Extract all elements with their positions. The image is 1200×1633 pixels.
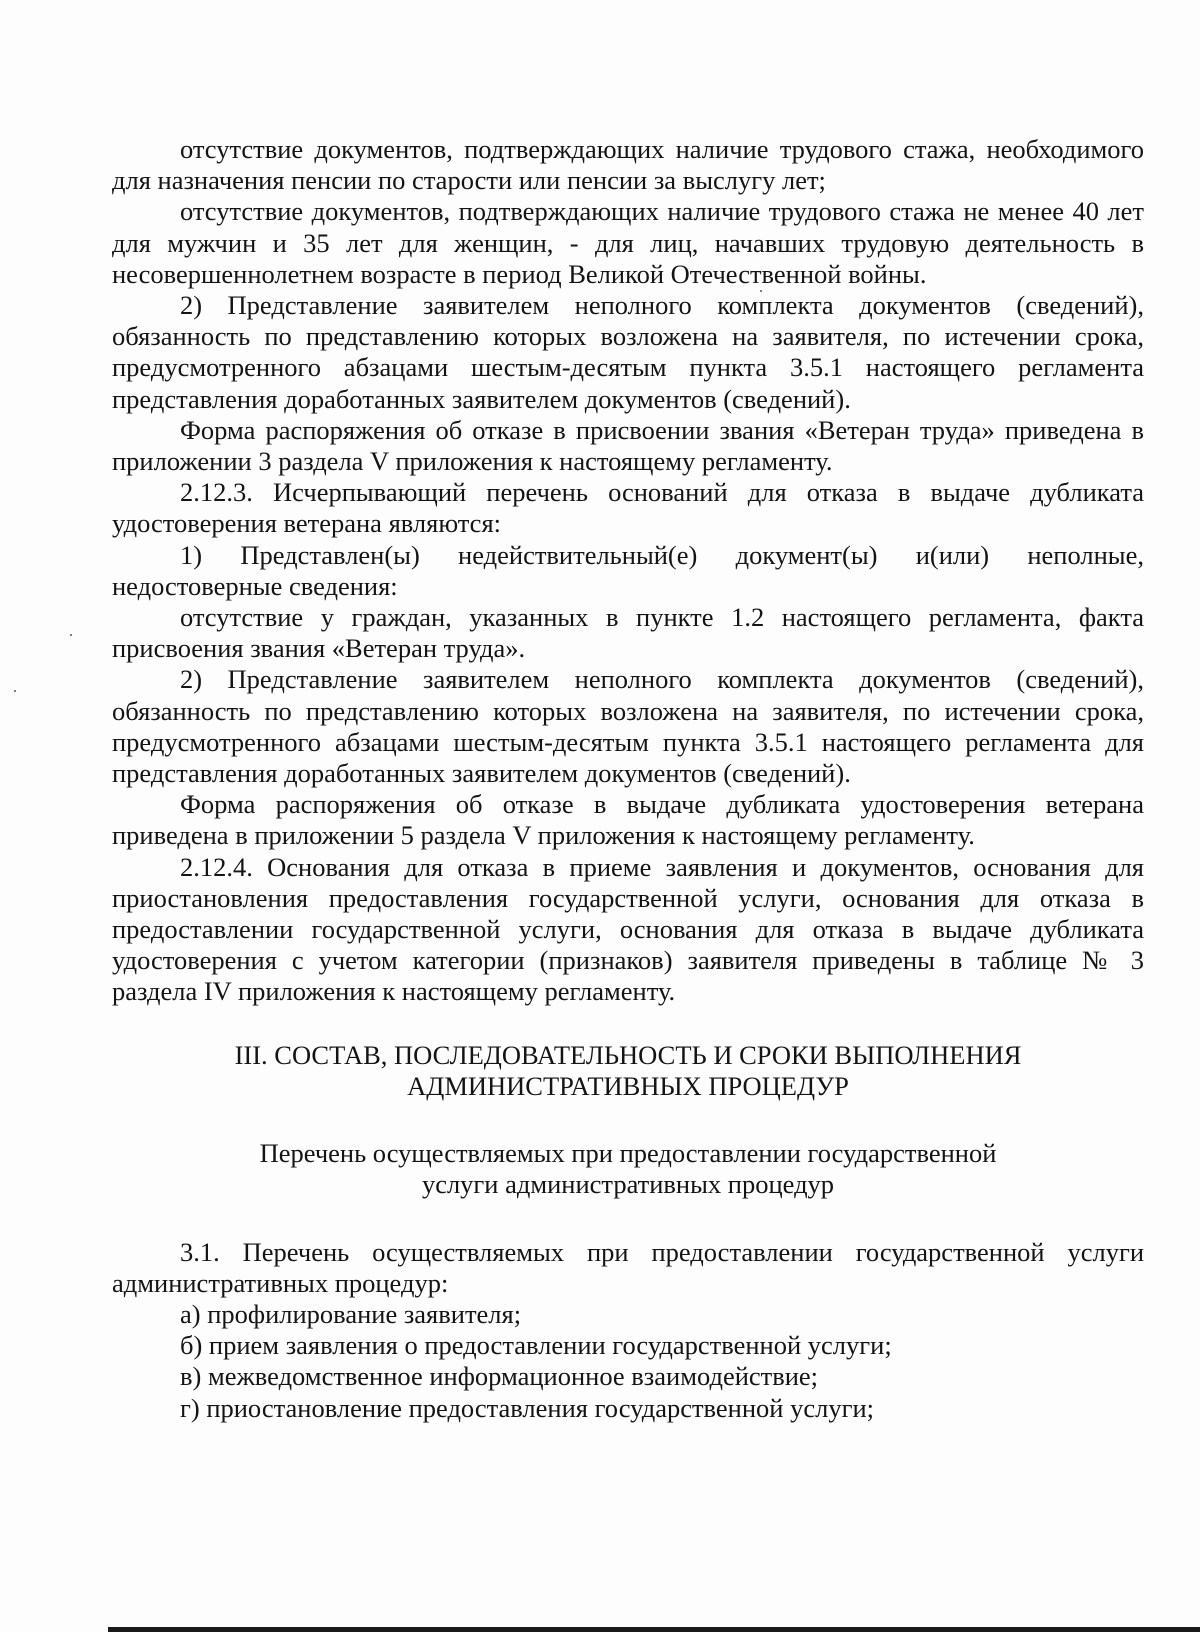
paragraph: 2) Представление заявителем неполного комплекта документов (сведений), обязанность по представлению которых возложена на заявителя, по истечении срока, предусмотренного абзацами шестым-десятым пункта 3.5.1 настоящего регламента представления доработанных заявителем документов (сведений). bbox=[112, 290, 1144, 414]
paragraph: 2.12.3. Исчерпывающий перечень оснований для отказа в выдаче дубликата удостоверения ветерана являются: bbox=[112, 477, 1144, 539]
paragraph: отсутствие документов, подтверждающих наличие трудового стажа не менее 40 лет для мужчин и 35 лет для женщин, - для лиц, начавших трудовую деятельность в несовершеннолетнем возрасте в период Великой Отечественной войны. bbox=[112, 196, 1144, 289]
document-body bbox=[112, 134, 1144, 1424]
list-item: а) профилирование заявителя; bbox=[180, 1298, 522, 1329]
scan-speck bbox=[14, 690, 16, 692]
subsection-heading-line: Перечень осуществляемых при предоставлении государственной bbox=[259, 1138, 997, 1169]
paragraph: отсутствие документов, подтверждающих наличие трудового стажа, необходимого для назначения пенсии по старости или пенсии за выслугу лет; bbox=[112, 134, 1144, 196]
paragraph: Форма распоряжения об отказе в присвоении звания «Ветеран труда» приведена в приложении 3 раздела V приложения к настоящему регламенту. bbox=[112, 414, 1144, 477]
scan-edge-line bbox=[108, 1627, 1200, 1632]
list-item: б) прием заявления о предоставлении государственной услуги; bbox=[180, 1330, 892, 1361]
subsection-heading bbox=[112, 1138, 1144, 1200]
list-item: г) приостановление предоставления государственной услуги; bbox=[180, 1392, 874, 1423]
paragraph: 3.1. Перечень осуществляемых при предоставлении государственной услуги административных процедур: bbox=[112, 1236, 1144, 1298]
section-heading bbox=[112, 1040, 1144, 1102]
subsection-heading-line: услуги административных процедур bbox=[421, 1169, 835, 1200]
paragraph: отсутствие у граждан, указанных в пункте 1.2 настоящего регламента, факта присвоения звания «Ветеран труда». bbox=[112, 602, 1144, 664]
paragraph: 1) Представлен(ы) недействительный(е) документ(ы) и(или) неполные, недостоверные сведения: bbox=[112, 539, 1144, 601]
list-item: в) межведомственное информационное взаимодействие; bbox=[180, 1361, 819, 1392]
paragraph: 2) Представление заявителем неполного комплекта документов (сведений), обязанность по представлению которых возложена на заявителя, по истечении срока, предусмотренного абзацами шестым-десятым пункта 3.5.1 настоящего регламента для представления доработанных заявителем документов (сведений). bbox=[112, 664, 1144, 789]
section-heading-line: III. СОСТАВ, ПОСЛЕДОВАТЕЛЬНОСТЬ И СРОКИ ВЫПОЛНЕНИЯ bbox=[234, 1039, 1022, 1070]
paragraph: 2.12.4. Основания для отказа в приеме заявления и документов, основания для приостановления предоставления государственной услуги, основания для отказа в предоставлении государственной услуги, основания для отказа в выдаче дубликата удостоверения с учетом категории (признаков) заявителя приведены в таблице № 3 раздела IV приложения к настоящему регламенту. bbox=[112, 851, 1144, 1007]
paragraph: Форма распоряжения об отказе в выдаче дубликата удостоверения ветерана приведена в приложении 5 раздела V приложения к настоящему регламенту. bbox=[112, 789, 1144, 851]
section-heading-line: АДМИНИСТРАТИВНЫХ ПРОЦЕДУР bbox=[407, 1070, 849, 1101]
scan-speck bbox=[70, 634, 72, 636]
